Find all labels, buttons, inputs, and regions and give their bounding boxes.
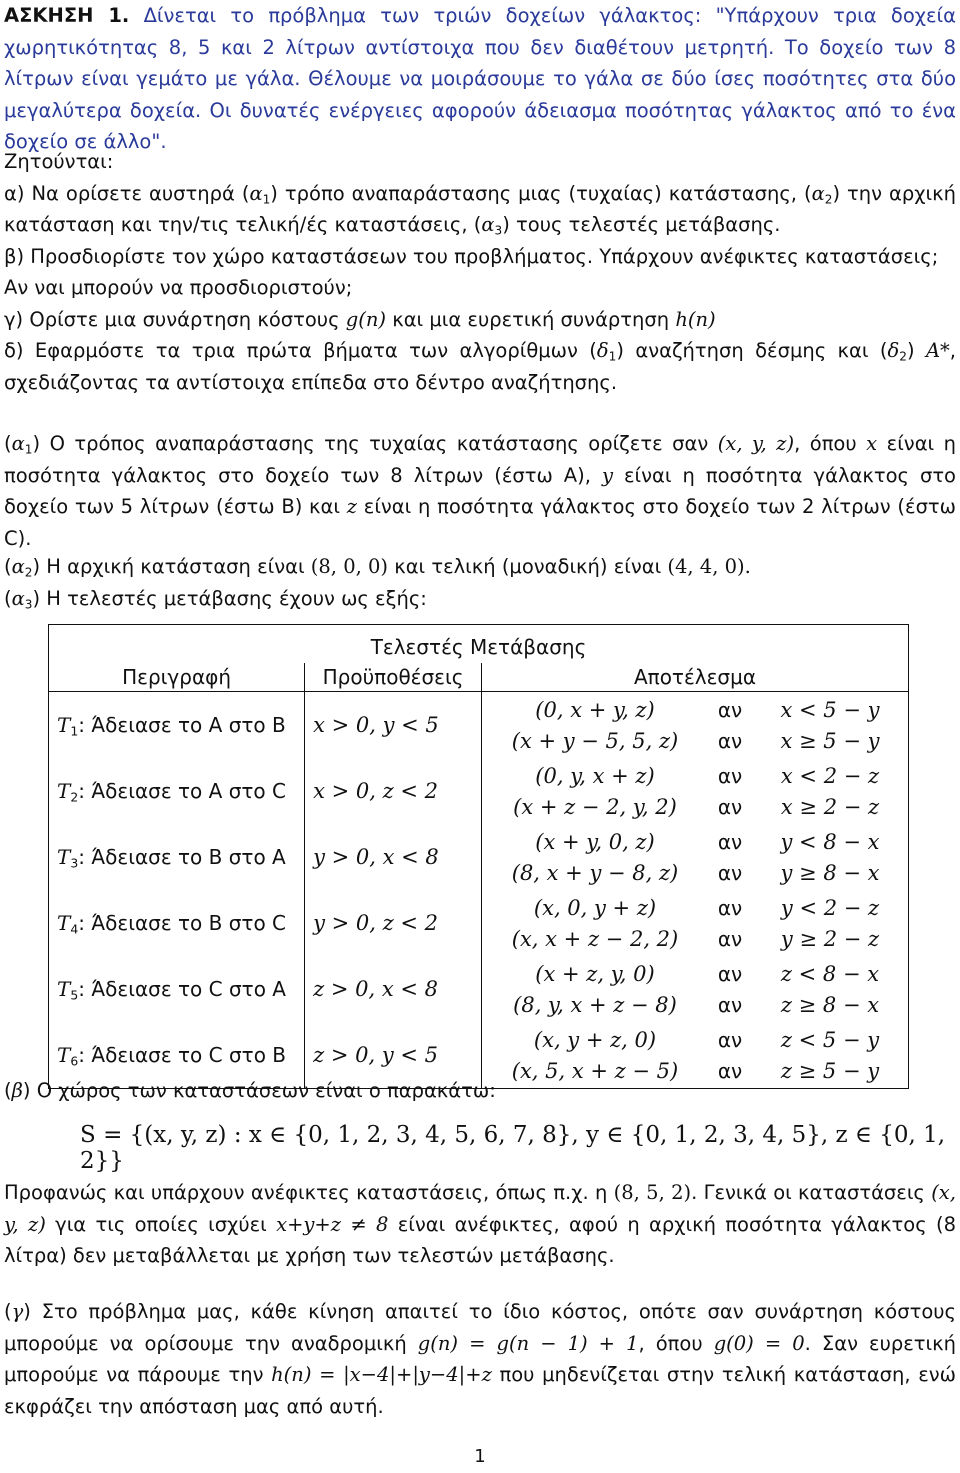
table-caption: Τελεστές Μετάβασης [370,635,587,659]
infeasible-states: Προφανώς και υπάρχουν ανέφικτες καταστάσεις, όπως π.χ. η (8, 5, 2). Γενικά οι καταστάσεις (x, y, z) για τις οποίες ισχύει x+y+z ≠ 8 είναι ανέφικτες, αφού η αρχική ποσότητα γάλακτος (8 λίτρα) δεν μεταβάλλεται με χρήση των τελεστών μετάβασης. [4,1181,957,1267]
operator-precondition: x > 0, z < 2 [305,758,482,824]
answer-c: (γ) Στο πρόβλημα μας, κάθε κίνηση απαιτεί το ίδιο κόστος, οπότε σαν συνάρτηση κόστους μπορούμε να ορίσουμε την αναδρομική g(n) = g(n − 1) + 1, όπου g(0) = 0. Σαν ευρετική μπορούμε να πάρουμε την h(n) = |x−4|+|y−4|+z που μηδενίζεται στην τελική κατάσταση, ενώ εκφράζει την απόσταση μας από αυτή. [4,1300,957,1418]
operator-description: $T_5$: Άδειασε το C στο Α [49,956,305,1022]
result-line: (x, y + z, 0) αν z < 5 − y [533,1027,880,1052]
question-c: γ) Ορίστε μια συνάρτηση κόστους g(n) και μια ευρετική συνάρτηση h(n) [4,307,716,331]
problem-statement [4,0,956,158]
header-description: Περιγραφή [49,663,305,692]
operator-description: $T_1$: Άδειασε το Α στο Β [49,692,305,759]
question-d: δ) Εφαρμόστε τα τρια πρώτα βήματα των αλγορίθμων $(\delta_1)$ αναζήτηση δέσμης και $(\delta_2)$ A*, σχεδιάζοντας τα αντίστοιχα επίπεδα στο δέντρο αναζήτησης. [4,339,956,394]
question-a: α) Να ορίσετε αυστηρά $(\alpha_1)$ τρόπο αναπαράστασης μιας (τυχαίας) κατάστασης, $(\alpha_2)$ την αρχική κατάσταση και την/τις τελική/ές καταστάσεις, $(\alpha_3)$ τους τελεστές μετάβασης. [4,181,956,238]
answer-a2: $(\alpha_2)$ Η αρχική κατάσταση είναι (8, 0, 0) και τελική (μοναδική) είναι (4, 4, 0). $(\alpha_3)$ Η τελεστές μετάβασης έχουν ως εξής: [4,551,956,614]
operator-row [49,692,909,759]
result-line: (x, 0, y + z) αν y < 2 − z [533,895,880,920]
operator-row [49,956,909,1022]
question-b: β) Προσδιορίστε τον χώρο καταστάσεων του προβλήματος. Υπάρχουν ανέφικτες καταστάσεις; Αν ναι μπορούν να προσδιοριστούν; [4,244,939,299]
header-result: Αποτέλεσμα [482,663,909,692]
result-line: (x + z, y, 0) αν z < 8 − x [535,961,880,986]
operator-precondition: z > 0, y < 5 [305,1022,482,1089]
operator-precondition: x > 0, y < 5 [305,692,482,759]
answer-b: (β) Ο χώρος των καταστάσεων είναι ο παρακάτω: [4,1079,496,1102]
operator-result [482,824,909,890]
operator-description: $T_3$: Άδειασε το Β στο Α [49,824,305,890]
operators-table [48,624,909,1089]
operator-row [49,824,909,890]
result-line: (x, x + z − 2, 2) αν y ≥ 2 − z [511,926,880,951]
result-line: (x, 5, x + z − 5) αν z ≥ 5 − y [511,1058,880,1083]
operator-result [482,956,909,1022]
result-line: (0, y, x + z) αν x < 2 − z [535,763,880,788]
operator-row [49,758,909,824]
header-preconditions: Προϋποθέσεις [305,663,482,692]
operator-result [482,692,909,759]
result-line: (x + y − 5, 5, z) αν x ≥ 5 − y [511,728,880,753]
requirements [4,146,956,398]
state-space-set: S = {(x, y, z) : x ∈ {0, 1, 2, 3, 4, 5, 6, 7, 8}, y ∈ {0, 1, 2, 3, 4, 5}, z ∈ {0, 1, 2}} [80,1122,946,1174]
operator-precondition: z > 0, x < 8 [305,956,482,1022]
problem-text: Δίνεται το πρόβλημα των τριών δοχείων γάλακτος: "Υπάρχουν τρια δοχεία χωρητικότητας 8, 5 και 2 λίτρων αντίστοιχα που δεν διαθέτουν μετρητή. Το δοχείο των 8 λίτρων είναι γεμάτο με γάλα. Θέλουμε να μοιράσουμε το γάλα σε δύο ίσες ποσότητες στα δύο μεγαλύτερα δοχεία. Οι δυνατές ενέργειες αφορούν άδειασμα ποσότητας γάλακτος από το ένα δοχείο σε άλλο". [4,4,957,153]
result-line: (x + y, 0, z) αν y < 8 − x [535,829,880,854]
operator-result [482,758,909,824]
result-line: (8, y, x + z − 8) αν z ≥ 8 − x [513,992,880,1017]
operators-body [49,692,909,1089]
requested-label: Ζητούνται: [4,150,114,173]
operator-description: $T_4$: Άδειασε το Β στο C [49,890,305,956]
operator-description: $T_6$: Άδειασε το C στο Β [49,1022,305,1089]
operator-precondition: y > 0, z < 2 [305,890,482,956]
operator-result [482,890,909,956]
result-line: (x + z − 2, y, 2) αν x ≥ 2 − z [513,794,880,819]
operator-precondition: y > 0, x < 8 [305,824,482,890]
exercise-title: ΑΣΚΗΣΗ 1. [4,4,130,27]
result-line: (8, x + y − 8, z) αν y ≥ 8 − x [511,860,880,885]
result-line: (0, x + y, z) αν x < 5 − y [535,697,880,722]
answer-a1: $(\alpha_1)$ Ο τρόπος αναπαράστασης της τυχαίας κατάστασης ορίζετε σαν (x, y, z), όπου x είναι η ποσότητα γάλακτος στο δοχείο των 8 λίτρων (έστω Α), y είναι η ποσότητα γάλακτος στο δοχείο των 5 λίτρων (έστω Β) και z είναι η ποσότητα γάλακτος στο δοχείο των 2 λίτρων (έστω C). [4,432,957,550]
answer-a3: $(\alpha_3)$ Η τελεστές μετάβασης έχουν ως εξής: [4,586,427,612]
operator-row [49,890,909,956]
operator-description: $T_2$: Άδειασε το Α στο C [49,758,305,824]
page-number: 1 [474,1446,486,1467]
